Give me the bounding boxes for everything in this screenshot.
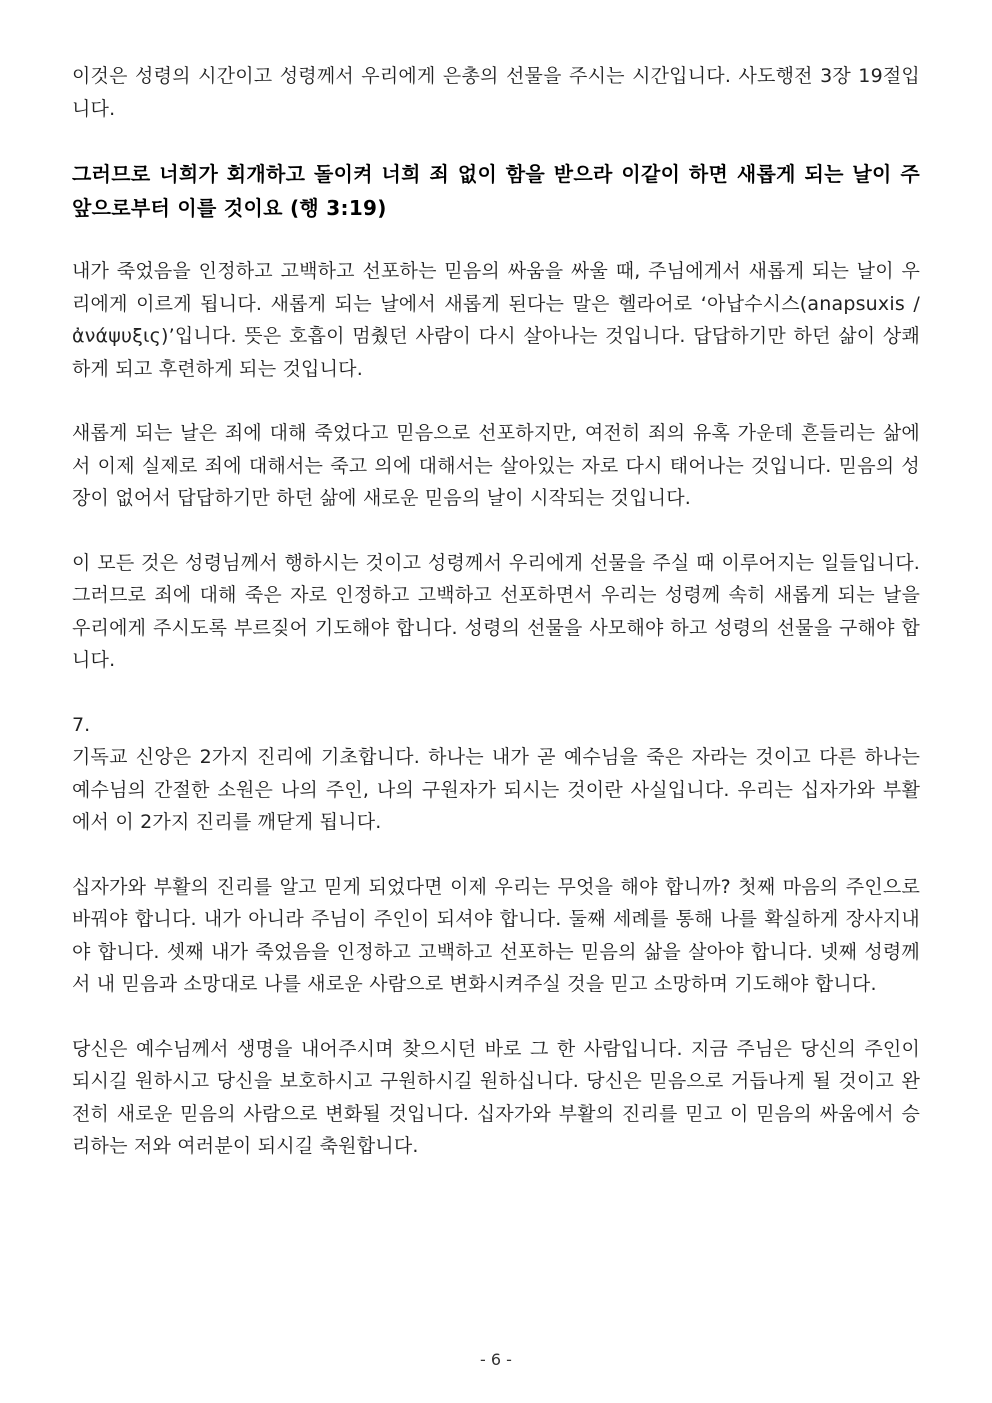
scripture-verse: 그러므로 너희가 회개하고 돌이켜 너희 죄 없이 함을 받으라 이같이 하면 새롭게 되는 날이 주 앞으로부터 이를 것이요 (행 3:19) <box>72 162 920 220</box>
section-number: 7. <box>72 713 91 736</box>
document-page <box>72 60 920 1163</box>
paragraph-two-truths: 기독교 신앙은 2가지 진리에 기초합니다. 하나는 내가 곧 예수님을 죽은 자라는 것이고 다른 하나는 예수님의 간절한 소원은 나의 주인, 나의 구원자가 되시는 것이란 사실입니다. 우리는 십자가와 부활에서 이 2가지 진리를 깨닫게 됩니다. <box>72 746 920 833</box>
paragraph-holy-spirit-gift: 이 모든 것은 성령님께서 행하시는 것이고 성령께서 우리에게 선물을 주실 때 이루어지는 일들입니다. 그러므로 죄에 대해 죽은 자로 인정하고 고백하고 선포하면서 우리는 성령께 속히 새롭게 되는 날을 우리에게 주시도록 부르짖어 기도해야 합니다. 성령의 선물을 사모해야 하고 성령의 선물을 구해야 합니다. <box>72 551 920 671</box>
paragraph-anapsuxis: 내가 죽었음을 인정하고 고백하고 선포하는 믿음의 싸움을 싸울 때, 주님에게서 새롭게 되는 날이 우리에게 이르게 됩니다. 새롭게 되는 날에서 새롭게 된다는 말은 헬라어로 ‘아납수시스(anapsuxis / ἀνάψυξις)’입니다. 뜻은 호흡이 멈췄던 사람이 다시 살아나는 것입니다. 답답하기만 하던 삶이 상쾌하게 되고 후련하게 되는 것입니다. <box>72 260 920 380</box>
paragraph-intro: 이것은 성령의 시간이고 성령께서 우리에게 은총의 선물을 주시는 시간입니다. 사도행전 3장 19절입니다. <box>72 65 920 120</box>
paragraph-what-to-do: 십자가와 부활의 진리를 알고 믿게 되었다면 이제 우리는 무엇을 해야 합니까? 첫째 마음의 주인으로 바꿔야 합니다. 내가 아니라 주님이 주인이 되셔야 합니다. 둘째 세례를 통해 나를 확실하게 장사지내야 합니다. 셋째 내가 죽었음을 인정하고 고백하고 선포하는 믿음의 삶을 살아야 합니다. 넷째 성령께서 내 믿음과 소망대로 나를 새로운 사람으로 변화시켜주실 것을 믿고 소망하며 기도해야 합니다. <box>72 875 920 995</box>
paragraph-renewal-day: 새롭게 되는 날은 죄에 대해 죽었다고 믿음으로 선포하지만, 여전히 죄의 유혹 가운데 흔들리는 삶에서 이제 실제로 죄에 대해서는 죽고 의에 대해서는 살아있는 자로 다시 태어나는 것입니다. 믿음의 성장이 없어서 답답하기만 하던 삶에 새로운 믿음의 날이 시작되는 것입니다. <box>72 422 920 509</box>
paragraph-closing: 당신은 예수님께서 생명을 내어주시며 찾으시던 바로 그 한 사람입니다. 지금 주님은 당신의 주인이 되시길 원하시고 당신을 보호하시고 구원하시길 원하십니다. 당신은 믿음으로 거듭나게 될 것이고 완전히 새로운 믿음의 사람으로 변화될 것입니다. 십자가와 부활의 진리를 믿고 이 믿음의 싸움에서 승리하는 저와 여러분이 되시길 축원합니다. <box>72 1037 920 1157</box>
page-number: - 6 - <box>480 1350 512 1369</box>
